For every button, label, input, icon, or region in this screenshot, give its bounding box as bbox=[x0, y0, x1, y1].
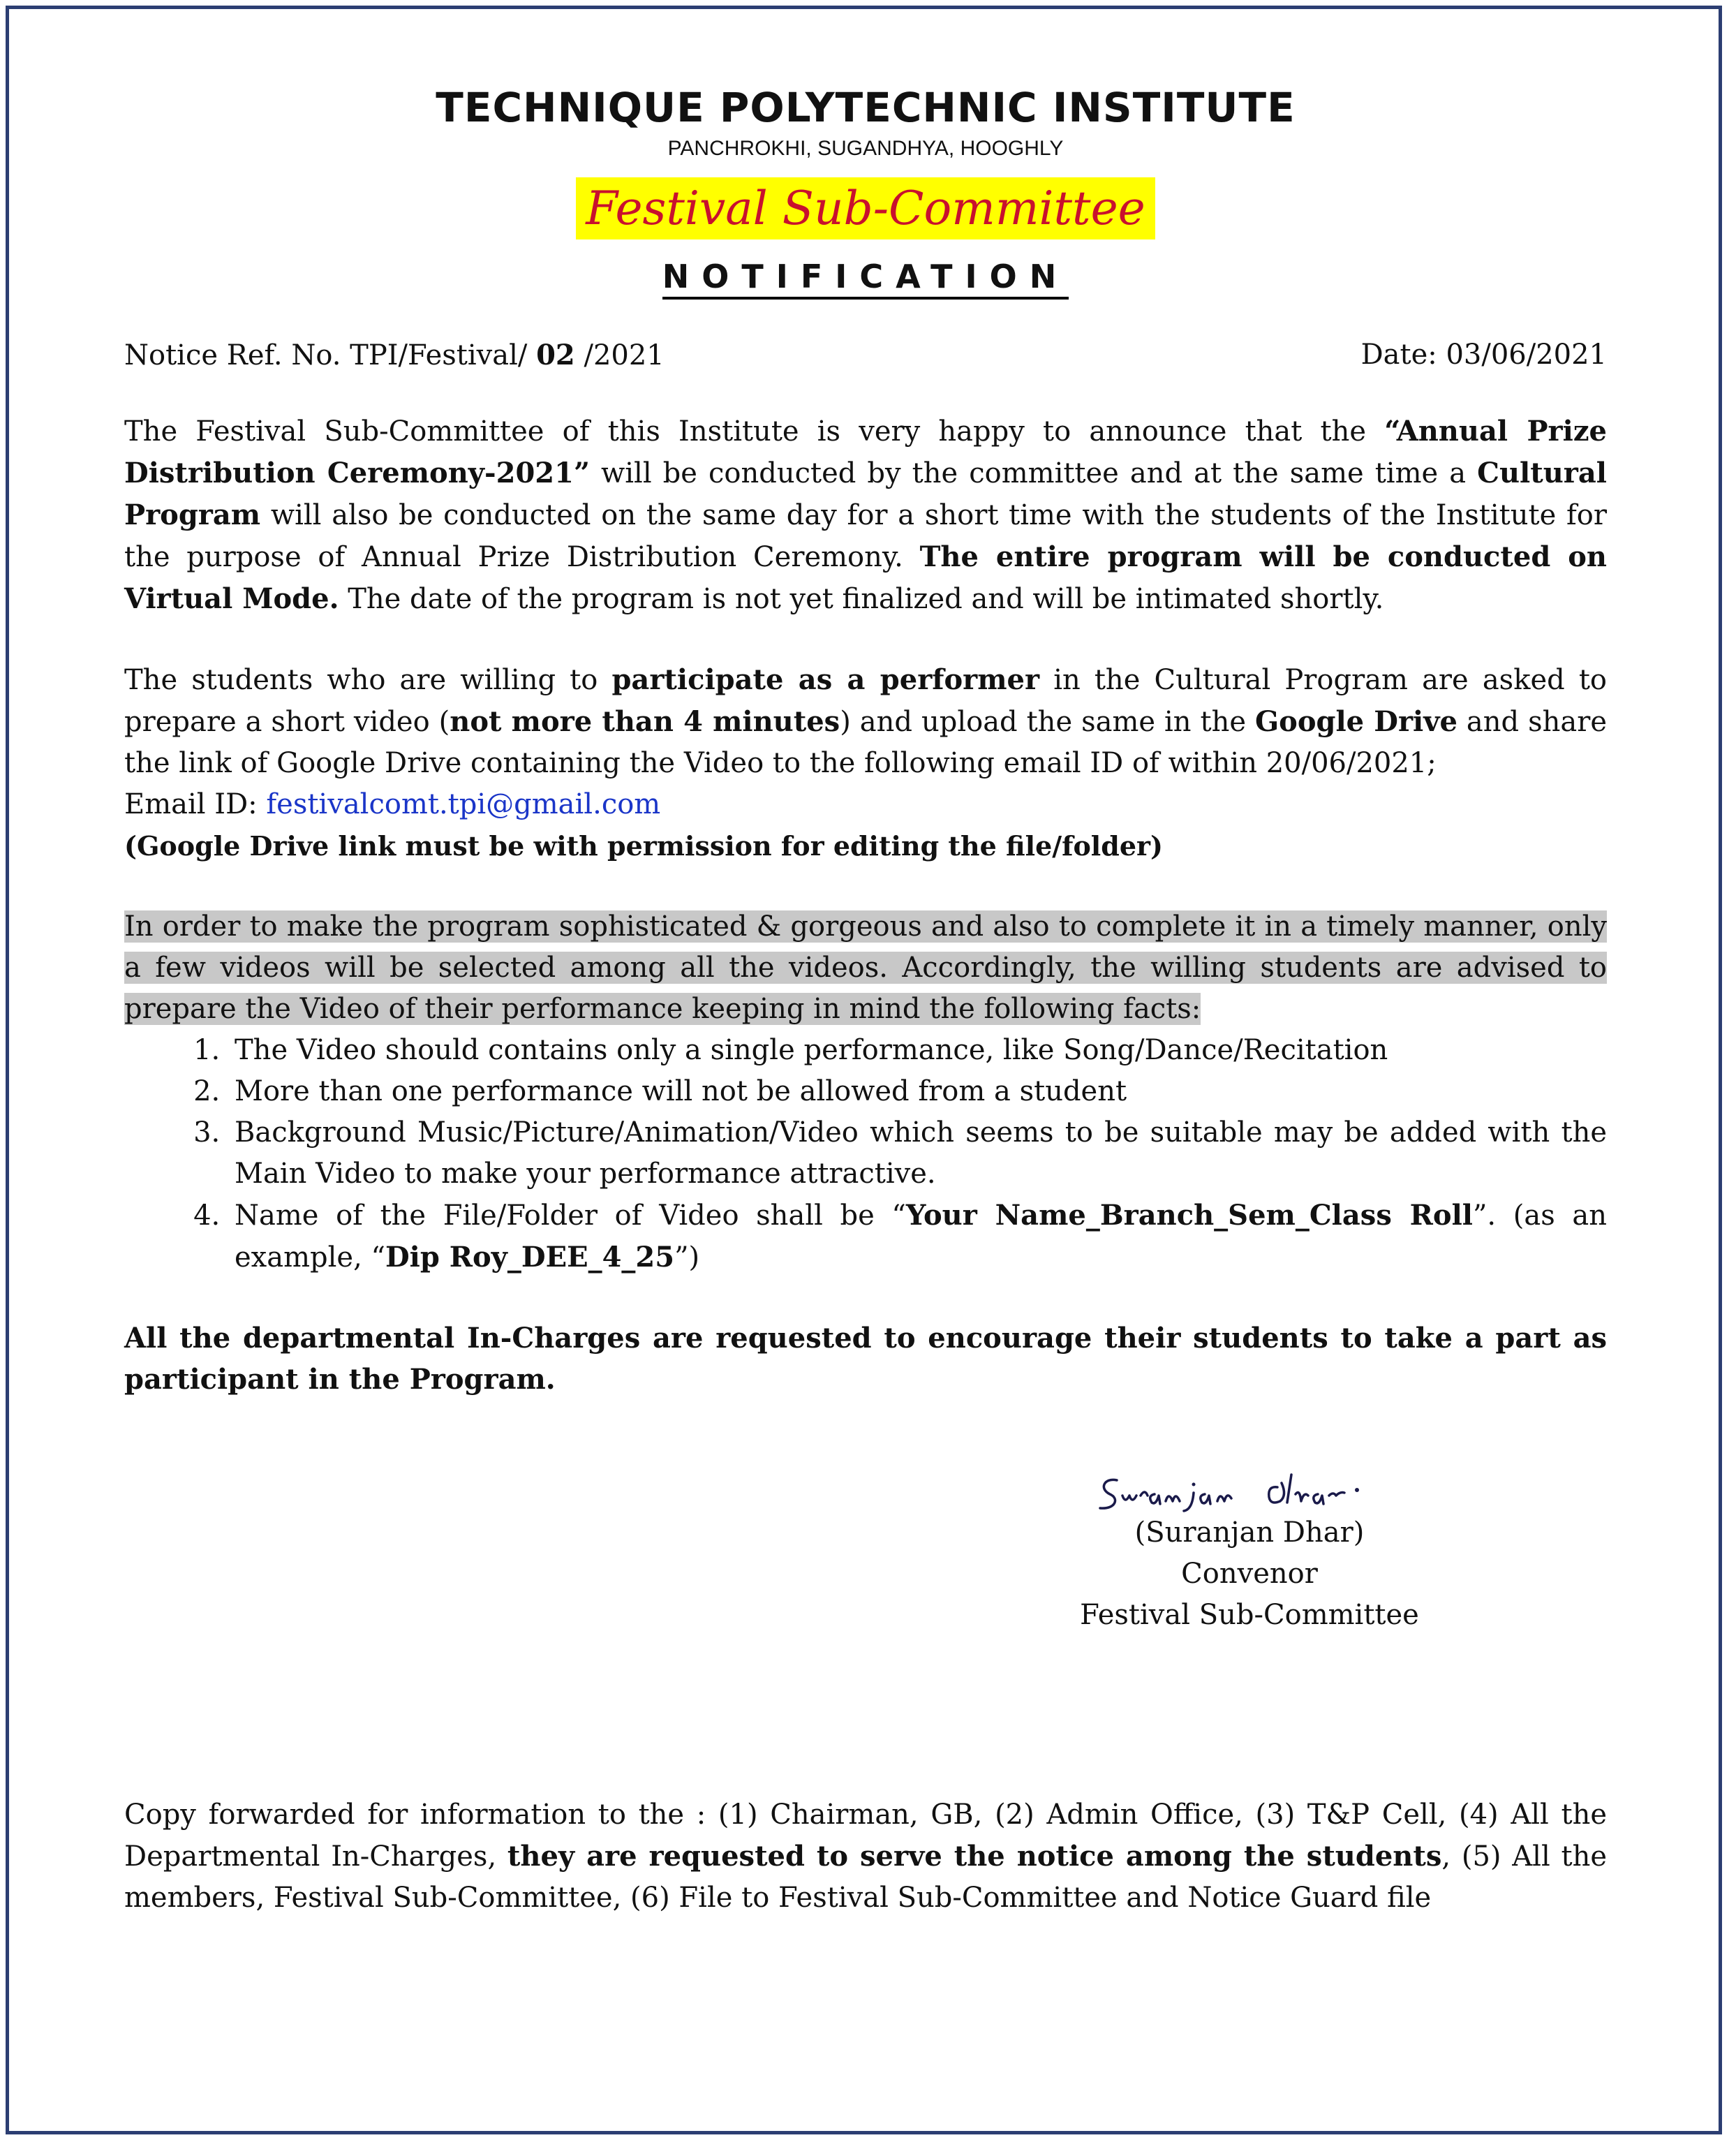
committee-heading-wrap bbox=[124, 177, 1607, 239]
participation-paragraph bbox=[124, 659, 1607, 867]
performer-note: participate as a performer bbox=[611, 663, 1040, 696]
reference-row bbox=[124, 339, 1607, 371]
notice-ref bbox=[124, 339, 665, 371]
drive-permission-note: (Google Drive link must be with permission for editing the file/folder) bbox=[124, 830, 1163, 862]
google-drive: Google Drive bbox=[1254, 705, 1457, 738]
highlighted-selection-text: In order to make the program sophisticated & gorgeous and also to complete it in a timely manner, only a few videos will be selected among all the videos. Accordingly, the willing students are advised to prepare the Video of their performance keeping in mind the following facts: bbox=[124, 910, 1607, 1025]
item4-text-3: ”) bbox=[674, 1241, 700, 1274]
copy-forward-text-1: Copy forwarded for information to the : (1) Chairman, GB, (2) Admin Office, (3) T&P Cell, (4) All the Departmental In-Charges, bbox=[124, 1799, 1607, 1873]
institute-address: PANCHROKHI, SUGANDHYA, HOOGHLY bbox=[667, 137, 1064, 160]
list-item: 3. Background Music/Picture/Animation/Video which seems to be suitable may be added with the Main Video to make your performance attractive. bbox=[229, 1112, 1607, 1195]
facts-list bbox=[124, 1030, 1607, 1278]
notice-body bbox=[124, 70, 1607, 1400]
ceremony-name: “Annual Prize Distribution Ceremony-2021” bbox=[124, 415, 1607, 489]
duration-limit: not more than 4 minutes bbox=[450, 705, 840, 738]
signatory-designation: Convenor bbox=[1181, 1558, 1318, 1590]
para1-text-3: will also be conducted on the same day for a short time with the students of the Institute for the purpose of Annual Prize Distribution Ceremony. bbox=[124, 499, 1607, 573]
list-item: 1. The Video should contains only a single performance, like Song/Dance/Recitation bbox=[229, 1030, 1607, 1071]
ref-prefix: Notice Ref. No. TPI/Festival/ bbox=[124, 339, 537, 371]
list-item: 2. More than one performance will not be allowed from a student bbox=[229, 1071, 1607, 1112]
virtual-mode-note: The entire program will be conducted on Virtual Mode. bbox=[124, 540, 1607, 615]
notification-heading-wrap bbox=[124, 258, 1607, 300]
email-link[interactable]: festivalcomt.tpi@gmail.com bbox=[266, 788, 661, 820]
para2-text-2: in the Cultural Program are asked to prepare a short video ( bbox=[124, 664, 1607, 738]
notice-date: Date: 03/06/2021 bbox=[1360, 339, 1607, 371]
ref-suffix: /2021 bbox=[574, 339, 665, 371]
copy-forward bbox=[124, 1794, 1607, 1919]
ref-number: 02 bbox=[536, 339, 575, 371]
committee-heading: Festival Sub-Committee bbox=[576, 177, 1155, 239]
para1-text-2: will be conducted by the committee and at the same time a bbox=[589, 457, 1478, 489]
institute-name: TECHNIQUE POLYTECHNIC INSTITUTE bbox=[436, 84, 1296, 131]
item4-text-1: Name of the File/Folder of Video shall be “ bbox=[235, 1200, 906, 1232]
para2-text-1: The students who are willing to bbox=[124, 664, 612, 696]
signatory-committee: Festival Sub-Committee bbox=[1080, 1599, 1419, 1631]
list-item bbox=[229, 1195, 1607, 1278]
appeal-paragraph: All the departmental In-Charges are requested to encourage their students to take a part as participant in the Program. bbox=[124, 1322, 1607, 1396]
signatory-name: (Suranjan Dhar) bbox=[1134, 1517, 1365, 1549]
file-name-example: Dip Roy_DEE_4_25 bbox=[385, 1241, 675, 1274]
para1-text-4: The date of the program is not yet finalized and will be intimated shortly. bbox=[339, 583, 1384, 615]
para2-text-4: and share the link of Google Drive containing the Video to the following email ID of within 20/06/2021; bbox=[124, 706, 1607, 779]
signature-block bbox=[1075, 1459, 1424, 1636]
serve-notice-instruction: they are requested to serve the notice among the students bbox=[507, 1840, 1442, 1873]
para2-text-3: ) and upload the same in the bbox=[840, 706, 1255, 738]
announcement-paragraph bbox=[124, 411, 1607, 620]
notification-heading: NOTIFICATION bbox=[662, 258, 1069, 300]
email-label: Email ID: bbox=[124, 788, 267, 820]
cultural-program: Cultural Program bbox=[124, 457, 1607, 531]
selection-paragraph bbox=[124, 906, 1607, 1030]
file-name-format: Your Name_Branch_Sem_Class Roll bbox=[905, 1199, 1473, 1232]
copy-forward-text-2: , (5) All the members, Festival Sub-Committee, (6) File to Festival Sub-Committee and Notice Guard file bbox=[124, 1840, 1607, 1914]
para1-text-1: The Festival Sub-Committee of this Institute is very happy to announce that the bbox=[124, 415, 1385, 448]
item4-text-2: ”. (as an example, “ bbox=[235, 1200, 1607, 1274]
